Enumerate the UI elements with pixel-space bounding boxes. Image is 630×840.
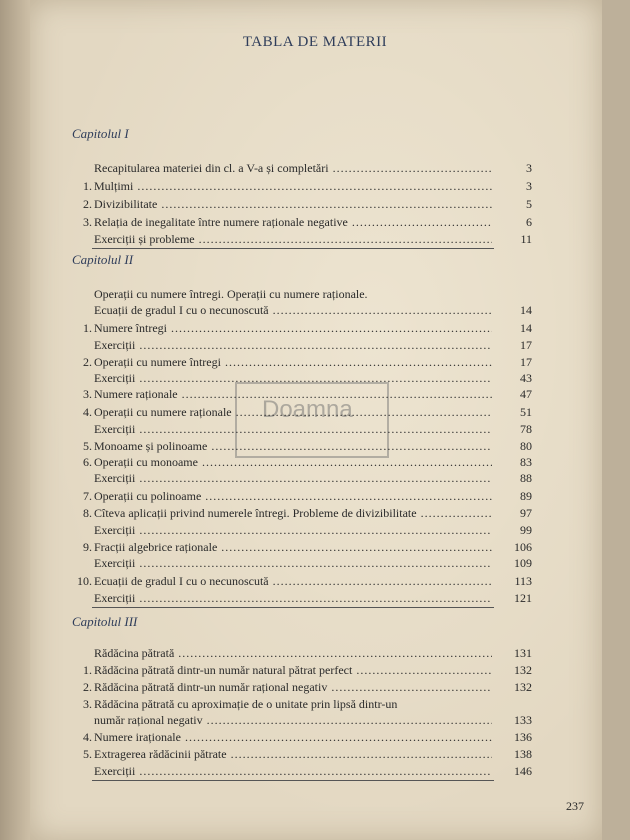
toc-entry-number: 4. [83,730,92,744]
toc-entry-title: Rădăcina pătrată dintr-un număr natural pătrat perfect ..... [94,662,492,678]
toc-entry-number: 6. [83,455,92,469]
toc-entry [72,505,532,521]
toc-entry-title: Operații cu numere raționale ..... [94,404,492,420]
toc-entry-number: 7. [83,489,92,503]
toc-entry-title: Exerciții ..... [94,421,492,437]
toc-entry [72,746,532,762]
toc-entry-page: 17 [520,355,532,369]
toc-entry [72,337,532,353]
page-number: 237 [566,799,584,813]
toc-entry [72,763,532,779]
toc-entry-page: 138 [514,747,532,761]
toc-entry-title: Exerciții ..... [94,763,492,779]
toc-entry-title: Numere raționale ..... [94,386,492,402]
toc-entry-page: 88 [520,471,532,485]
toc-entry-page: 3 [526,179,532,193]
toc-entry [72,320,532,336]
toc-entry-page: 113 [514,574,532,588]
toc-entry-title: Operații cu numere întregi ..... [94,354,492,370]
watermark-text: Doamna [262,396,353,423]
toc-entry-number: 3. [83,215,92,229]
toc-entry-page: 78 [520,422,532,436]
chapter-heading: Capitolul II [72,252,134,267]
toc-entry-title: Exerciții ..... [94,555,492,571]
toc-entry-page: 132 [514,680,532,694]
toc-entry-title: Ecuații de gradul I cu o necunoscută ..... [94,302,492,318]
toc-entry [72,231,532,247]
toc-entry-title: Rădăcina pătrată cu aproximație de o unitate prin lipsă dintr-un [94,697,398,711]
toc-entry [72,696,532,712]
toc-entry-page: 6 [526,215,532,229]
toc-entry [72,438,532,454]
toc-entry-page: 17 [520,338,532,352]
toc-entry-title: Cîteva aplicații privind numerele întregi. Probleme de divizibilitate ..... [94,505,492,521]
toc-entry-title: Exerciții ..... [94,470,492,486]
toc-entry-page: 133 [514,713,532,727]
toc-entry-number: 4. [83,405,92,419]
toc-entry [72,370,532,386]
toc-entry-number: 5. [83,747,92,761]
toc-entry-page: 89 [520,489,532,503]
toc-entry [72,712,532,728]
toc-entry-title: Monoame și polinoame ..... [94,438,492,454]
toc-entry-number: 10. [77,574,92,588]
toc-entry-number: 3. [83,387,92,401]
toc-entry-number: 1. [83,321,92,335]
toc-entry-page: 97 [520,506,532,520]
chapter-heading: Capitolul III [72,614,138,629]
toc-entry-title: Relația de inegalitate între numere raționale negative ..... [94,214,492,230]
toc-entry-title: număr rațional negativ ..... [94,712,492,728]
toc-entry-number: 1. [83,179,92,193]
toc-entry-title: Fracții algebrice raționale ..... [94,539,492,555]
toc-entry-page: 47 [520,387,532,401]
toc-entry [72,679,532,695]
toc-entry-number: 1. [83,663,92,677]
chapter-heading: Capitolul I [72,126,129,141]
toc-entry-page: 43 [520,371,532,385]
toc-entry [72,470,532,486]
toc-entry-number: 2. [83,680,92,694]
toc-entry [72,160,532,176]
toc-entry-title: Operații cu numere întregi. Operații cu numere raționale. [94,287,368,301]
toc-entry [72,214,532,230]
toc-entry-title: Operații cu polinoame ..... [94,488,492,504]
toc-entry-number: 8. [83,506,92,520]
toc-entry-page: 51 [520,405,532,419]
toc-entry-page: 80 [520,439,532,453]
toc-entry [72,286,532,302]
toc-entry [72,386,532,402]
toc-entry-number: 2. [83,355,92,369]
toc-entry [72,729,532,745]
toc-entry-title: Exerciții ..... [94,522,492,538]
toc-entry [72,421,532,437]
toc-entry-title: Ecuații de gradul I cu o necunoscută ..... [94,573,492,589]
toc-entry-title: Rădăcina pătrată dintr-un număr rațional negativ ..... [94,679,492,695]
toc-entry-page: 136 [514,730,532,744]
section-rule [92,607,494,608]
toc-entry [72,488,532,504]
toc-entry-page: 109 [514,556,532,570]
toc-entry-title: Mulțimi ..... [94,178,492,194]
toc-entry-page: 14 [520,303,532,317]
toc-entry [72,645,532,661]
toc-entry-title: Exerciții ..... [94,590,492,606]
toc-entry-number: 3. [83,697,92,711]
toc-entry [72,354,532,370]
toc-entry-page: 3 [526,161,532,175]
toc-entry-page: 99 [520,523,532,537]
toc-entry-page: 5 [526,197,532,211]
toc-entry-page: 14 [520,321,532,335]
toc-entry-title: Operații cu monoame ..... [94,454,492,470]
section-rule [92,780,494,781]
toc-entry-title: Numere întregi ..... [94,320,492,336]
toc-entry-title: Exerciții ..... [94,337,492,353]
toc-entry-page: 132 [514,663,532,677]
book-spine [0,0,30,840]
toc-entry [72,196,532,212]
toc-entry-title: Exerciții ..... [94,370,492,386]
toc-entry-page: 121 [514,591,532,605]
toc-entry [72,539,532,555]
toc-entry-title: Extragerea rădăcinii pătrate ..... [94,746,492,762]
toc-entry-title: Exerciții și probleme ..... [94,231,492,247]
toc-entry [72,590,532,606]
toc-entry-page: 131 [514,646,532,660]
toc-entry [72,404,532,420]
toc-entry-page: 146 [514,764,532,778]
toc-entry [72,573,532,589]
toc-entry [72,454,532,470]
toc-entry [72,178,532,194]
toc-entry [72,522,532,538]
toc-entry-page: 83 [520,455,532,469]
toc-entry-title: Divizibilitate ..... [94,196,492,212]
toc-entry-title: Numere iraționale ..... [94,729,492,745]
toc-entry-title: Rădăcina pătrată ..... [94,645,492,661]
page-title: TABLA DE MATERII [242,34,388,50]
toc-entry-page: 106 [514,540,532,554]
toc-entry-title: Recapitularea materiei din cl. a V-a și completări ..... [94,160,492,176]
toc-entry-number: 5. [83,439,92,453]
toc-entry-page: 11 [520,232,532,246]
section-rule [92,248,494,249]
toc-entry-number: 9. [83,540,92,554]
toc-entry [72,555,532,571]
toc-entry-number: 2. [83,197,92,211]
toc-entry [72,662,532,678]
toc-entry [72,302,532,318]
